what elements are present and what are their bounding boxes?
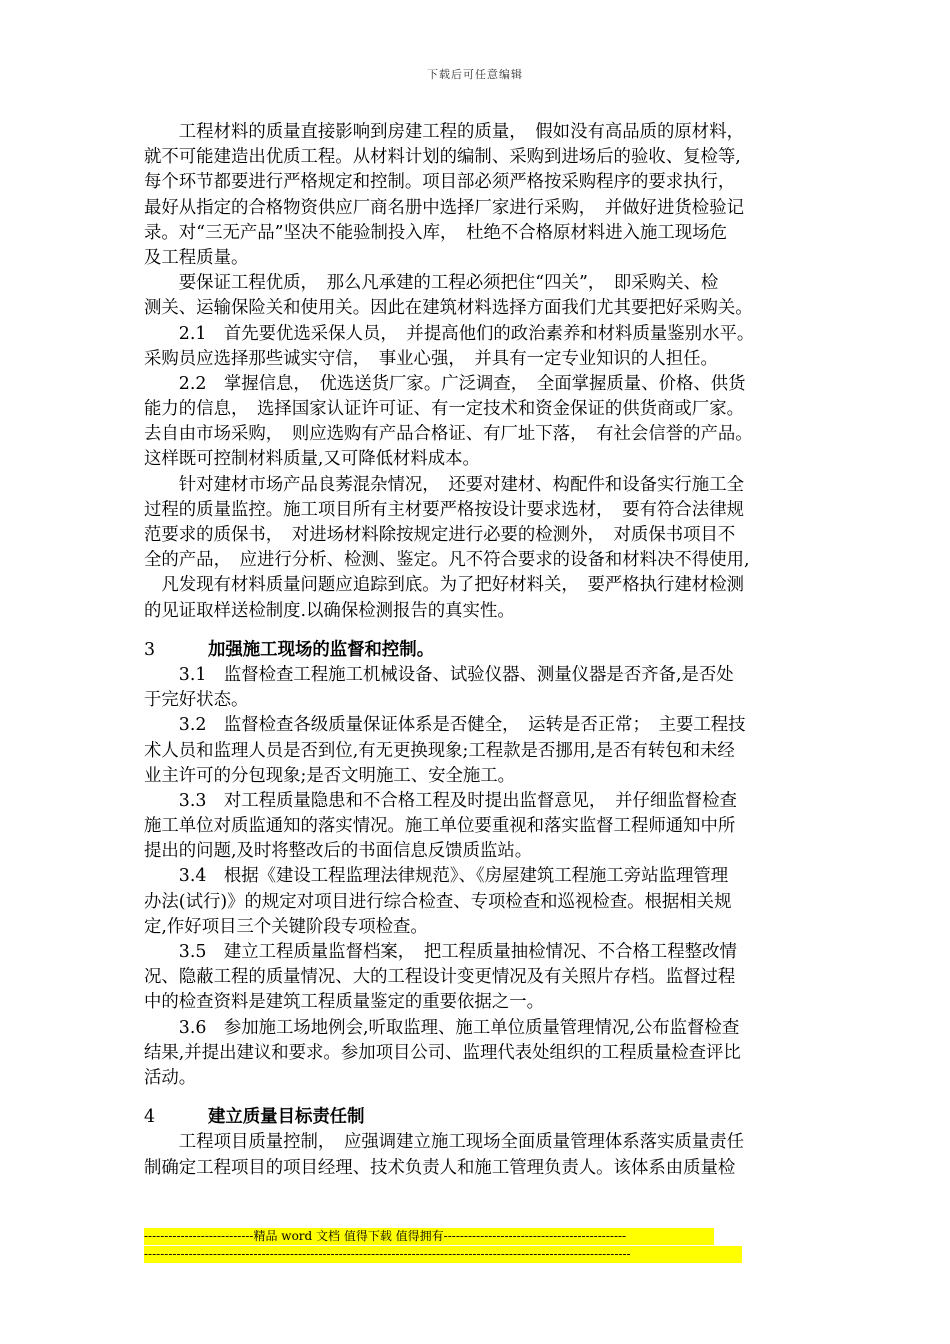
paragraph-line: 能力的信息， 选择国家认证许可证、有一定技术和资金保证的供货商或厂家。 xyxy=(144,399,744,420)
paragraph-line: 2.2 掌握信息， 优选送货厂家。广泛调查， 全面掌握质量、价格、供货 xyxy=(144,373,746,394)
paragraph-line: 3.4 根据《建设工程监理法律规范》、《房屋建筑工程施工旁站监理管理 xyxy=(144,866,729,887)
paragraph-line: 针对建材市场产品良莠混杂情况， 还要对建材、构配件和设备实行施工全 xyxy=(144,474,744,495)
paragraph-line: 中的检查资料是建筑工程质量鉴定的重要依据之一。 xyxy=(144,992,544,1013)
paragraph-line: 3.2 监督检查各级质量保证体系是否健全， 运转是否正常； 主要工程技 xyxy=(144,715,746,736)
paragraph-line: 施工单位对质监通知的落实情况。施工单位要重视和落实监督工程师通知中所 xyxy=(144,816,736,837)
paragraph-line: 业主许可的分包现象;是否文明施工、安全施工。 xyxy=(144,765,516,786)
section-4-title: 建立质量目标责任制 xyxy=(208,1107,365,1128)
paragraph-line: 每个环节都要进行严格规定和控制。项目部必须严格按采购程序的要求执行， xyxy=(144,172,736,193)
paragraph-line: 录。对“三无产品”坚决不能验制投入库， 杜绝不合格原材料进入施工现场危 xyxy=(144,222,727,243)
paragraph-line: 于完好状态。 xyxy=(144,690,249,711)
paragraph-line: 况、隐蔽工程的质量情况、大的工程设计变更情况及有关照片存档。监督过程 xyxy=(144,967,736,988)
paragraph-line: 3.5 建立工程质量监督档案， 把工程质量抽检情况、不合格工程整改情 xyxy=(144,942,737,962)
paragraph-line: 制确定工程项目的项目经理、技术负责人和施工管理负责人。该体系由质量检 xyxy=(144,1157,736,1178)
paragraph-line: 术人员和监理人员是否到位,有无更换现象;工程款是否挪用,是否有转包和未经 xyxy=(144,740,735,761)
section-4-number: 4 xyxy=(144,1107,156,1128)
paragraph-line: 测关、运输保险关和使用关。因此在建筑材料选择方面我们尤其要把好采购关。 xyxy=(144,298,753,319)
paragraph-line: 最好从指定的合格物资供应厂商名册中选择厂家进行采购， 并做好进货检验记 xyxy=(144,197,744,218)
paragraph-line: 去自由市场采购， 则应选购有产品合格证、有厂址下落， 有社会信誉的产品。 xyxy=(144,424,753,445)
footer-dash-line: ------------------------------------------------------------------------------------------------------------------------ xyxy=(144,1246,742,1263)
paragraph-line: 工程材料的质量直接影响到房建工程的质量， 假如没有高品质的原材料， xyxy=(144,122,744,142)
paragraph-line: 及工程质量。 xyxy=(144,247,249,268)
paragraph-line: 的见证取样送检制度.以确保检测报告的真实性。 xyxy=(144,600,515,621)
paragraph-line: 办法(试行)》的规定对项目进行综合检查、专项检查和巡视检查。根据相关规 xyxy=(144,891,732,912)
page-header-note: 下载后可任意编辑 xyxy=(427,68,523,81)
section-3-title: 加强施工现场的监督和控制。 xyxy=(208,639,435,660)
section-3-heading xyxy=(144,638,812,663)
footer-banner-line: ---------------------------精品 word 文档 值得下载 值得拥有--------------------------------------------- xyxy=(144,1228,714,1245)
paragraph-line: 提出的问题,及时将整改后的书面信息反馈质监站。 xyxy=(144,841,533,862)
section-3-number: 3 xyxy=(144,639,156,660)
paragraph-line: 活动。 xyxy=(144,1067,197,1088)
paragraph-line: 要保证工程优质， 那么凡承建的工程必须把住“四关”， 即采购关、检 xyxy=(144,273,719,294)
paragraph-line: 3.3 对工程质量隐患和不合格工程及时提出监督意见， 并仔细监督检查 xyxy=(144,790,737,811)
paragraph-line: 过程的质量监控。施工项目所有主材要严格按设计要求选材， 要有符合法律规 xyxy=(144,499,744,520)
paragraph-line: 定,作好项目三个关键阶段专项检查。 xyxy=(144,916,428,937)
page-footer xyxy=(144,1228,742,1263)
paragraph-line: 凡发现有材料质量问题应追踪到底。为了把好材料关， 要严格执行建材检测 xyxy=(144,575,744,596)
paragraph-line: 2.1 首先要优选采保人员， 并提高他们的政治素养和材料质量鉴别水平。 xyxy=(144,323,755,344)
paragraph-line: 3.1 监督检查工程施工机械设备、试验仪器、测量仪器是否齐备,是否处 xyxy=(144,664,734,685)
paragraph-line: 这样既可控制材料质量,又可降低材料成本。 xyxy=(144,449,480,470)
paragraph-line: 采购员应选择那些诚实守信， 事业心强， 并具有一定专业知识的人担任。 xyxy=(144,348,718,369)
paragraph-line: 工程项目质量控制， 应强调建立施工现场全面质量管理体系落实质量责任 xyxy=(144,1132,744,1153)
paragraph-line: 全的产品， 应进行分析、检测、鉴定。凡不符合要求的设备和材料决不得使用, xyxy=(144,550,750,571)
paragraph-line: 结果,并提出建议和要求。参加项目公司、监理代表处组织的工程质量检查评比 xyxy=(144,1042,741,1063)
document-body xyxy=(144,120,812,1181)
paragraph-line: 范要求的质保书， 对进场材料除按规定进行必要的检测外， 对质保书项目不 xyxy=(144,525,736,545)
paragraph-line: 3.6 参加施工场地例会,听取监理、施工单位质量管理情况,公布监督检查 xyxy=(144,1017,740,1038)
paragraph-line: 就不可能建造出优质工程。从材料计划的编制、采购到进场后的验收、复检等, xyxy=(144,147,741,168)
section-4-heading xyxy=(144,1105,812,1130)
